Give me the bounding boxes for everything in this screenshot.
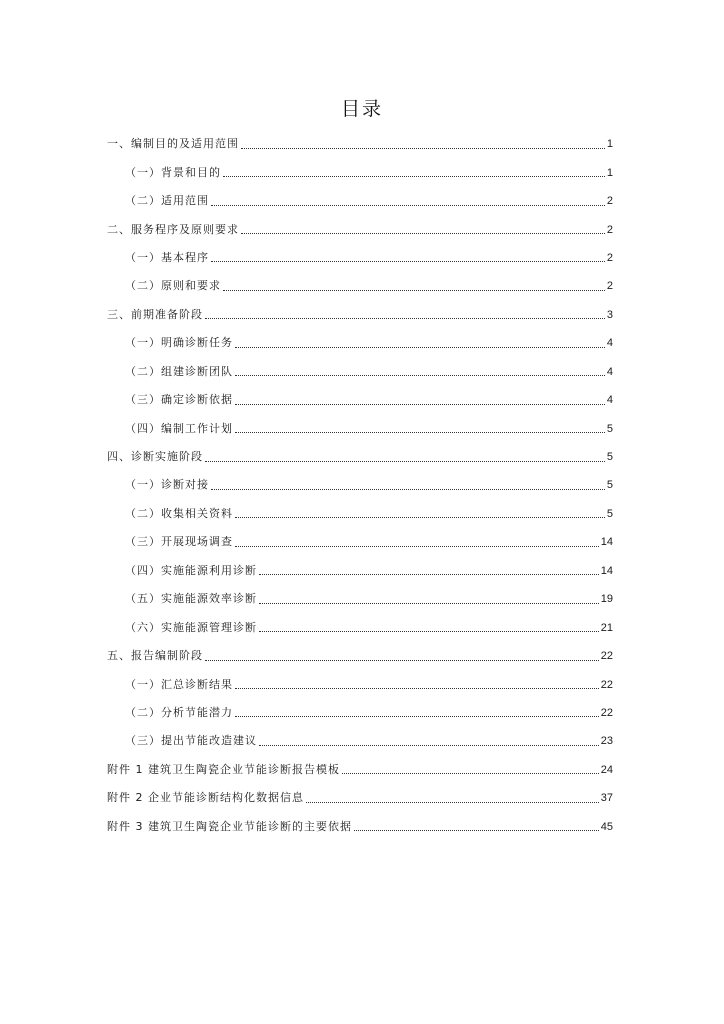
toc-entry-label: 二、服务程序及原则要求 [107, 222, 239, 236]
toc-entry-page-number: 5 [606, 479, 613, 492]
toc-entry-subsection[interactable] [0, 244, 724, 272]
toc-entry-page-number: 2 [606, 195, 613, 208]
toc-entry-label: （二）适用范围 [125, 194, 209, 208]
toc-entry-label: 附件 2 企业节能诊断结构化数据信息 [107, 791, 304, 805]
toc-dot-leader [235, 706, 599, 717]
toc-dot-leader [354, 820, 599, 831]
toc-entry-page-number: 14 [600, 536, 613, 549]
toc-entry-page-number: 37 [600, 792, 613, 805]
toc-dot-leader [205, 451, 605, 462]
toc-entry-label: （四）编制工作计划 [125, 421, 233, 435]
toc-dot-leader [259, 621, 599, 632]
toc-dot-leader [259, 593, 599, 604]
toc-entry-label: 四、诊断实施阶段 [107, 450, 203, 464]
toc-entry-label: 附件 1 建筑卫生陶瓷企业节能诊断报告模板 [107, 762, 340, 776]
toc-entry-section[interactable] [0, 130, 724, 158]
toc-entry-page-number: 1 [606, 138, 613, 151]
toc-entry-subsection[interactable] [0, 272, 724, 300]
toc-entry-label: 五、报告编制阶段 [107, 649, 203, 663]
toc-entry-label: （二）分析节能潜力 [125, 705, 233, 719]
toc-dot-leader [259, 735, 599, 746]
toc-entry-page-number: 2 [606, 223, 613, 236]
toc-entry-page-number: 1 [606, 166, 613, 179]
toc-dot-leader [223, 166, 605, 177]
toc-entry-page-number: 4 [606, 337, 613, 350]
toc-dot-leader [235, 536, 599, 547]
toc-entry-subsection[interactable] [0, 528, 724, 556]
toc-dot-leader [235, 507, 605, 518]
toc-entry-label: （二）原则和要求 [125, 279, 221, 293]
toc-entry-subsection[interactable] [0, 613, 724, 641]
toc-dot-leader [211, 479, 605, 490]
toc-dot-leader [223, 280, 605, 291]
toc-entry-page-number: 5 [606, 507, 613, 520]
toc-dot-leader [235, 365, 605, 376]
toc-entry-page-number: 2 [606, 280, 613, 293]
toc-entry-subsection[interactable] [0, 187, 724, 215]
toc-entry-label: （一）基本程序 [125, 250, 209, 264]
toc-dot-leader [241, 138, 605, 149]
toc-entry-page-number: 19 [600, 593, 613, 606]
toc-dot-leader [235, 394, 605, 405]
toc-entry-subsection[interactable] [0, 471, 724, 499]
toc-entry-label: 一、编制目的及适用范围 [107, 137, 239, 151]
toc-dot-leader [241, 223, 605, 234]
toc-entry-label: （三）确定诊断依据 [125, 393, 233, 407]
toc-entry-subsection[interactable] [0, 358, 724, 386]
toc-entry-page-number: 4 [606, 365, 613, 378]
toc-entry-page-number: 5 [606, 422, 613, 435]
toc-entry-subsection[interactable] [0, 386, 724, 414]
toc-entry-subsection[interactable] [0, 414, 724, 442]
toc-dot-leader [306, 792, 599, 803]
toc-entry-page-number: 5 [606, 451, 613, 464]
toc-entry-label: （三）提出节能改造建议 [125, 734, 257, 748]
toc-entry-label: （一）汇总诊断结果 [125, 677, 233, 691]
toc-entry-page-number: 14 [600, 564, 613, 577]
toc-dot-leader [235, 678, 599, 689]
toc-entry-appendix[interactable] [0, 784, 724, 812]
toc-dot-leader [259, 564, 599, 575]
toc-entry-appendix[interactable] [0, 756, 724, 784]
toc-entry-page-number: 24 [600, 763, 613, 776]
toc-entry-page-number: 3 [606, 308, 613, 321]
toc-entry-subsection[interactable] [0, 329, 724, 357]
toc-entry-page-number: 21 [600, 621, 613, 634]
toc-entry-section[interactable] [0, 215, 724, 243]
toc-entry-label: （二）收集相关资料 [125, 506, 233, 520]
toc-dot-leader [235, 337, 605, 348]
toc-entry-subsection[interactable] [0, 727, 724, 755]
toc-entry-section[interactable] [0, 443, 724, 471]
toc-dot-leader [211, 195, 605, 206]
toc-entry-label: （一）明确诊断任务 [125, 336, 233, 350]
toc-entry-label: 三、前期准备阶段 [107, 307, 203, 321]
toc-entry-section[interactable] [0, 301, 724, 329]
toc-title: 目录 [340, 98, 383, 120]
toc-dot-leader [342, 763, 599, 774]
toc-entry-label: （四）实施能源利用诊断 [125, 563, 257, 577]
toc-entry-label: （一）背景和目的 [125, 165, 221, 179]
toc-entry-page-number: 2 [606, 251, 613, 264]
toc-entry-page-number: 22 [600, 678, 613, 691]
toc-entry-subsection[interactable] [0, 557, 724, 585]
toc-entry-label: 附件 3 建筑卫生陶瓷企业节能诊断的主要依据 [107, 819, 352, 833]
toc-entry-subsection[interactable] [0, 158, 724, 186]
toc-entry-page-number: 23 [600, 735, 613, 748]
toc-entry-label: （一）诊断对接 [125, 478, 209, 492]
toc-entry-label: （二）组建诊断团队 [125, 364, 233, 378]
toc-entry-section[interactable] [0, 642, 724, 670]
toc-entry-subsection[interactable] [0, 670, 724, 698]
toc-entry-page-number: 22 [600, 706, 613, 719]
toc-entry-subsection[interactable] [0, 585, 724, 613]
table-of-contents [0, 130, 724, 841]
toc-dot-leader [205, 308, 605, 319]
toc-entry-label: （三）开展现场调查 [125, 535, 233, 549]
toc-entry-label: （五）实施能源效率诊断 [125, 592, 257, 606]
toc-entry-label: （六）实施能源管理诊断 [125, 620, 257, 634]
toc-entry-subsection[interactable] [0, 500, 724, 528]
toc-dot-leader [211, 251, 605, 262]
toc-entry-appendix[interactable] [0, 813, 724, 841]
toc-entry-page-number: 22 [600, 650, 613, 663]
toc-entry-subsection[interactable] [0, 699, 724, 727]
toc-dot-leader [235, 422, 605, 433]
toc-dot-leader [205, 650, 599, 661]
toc-entry-page-number: 4 [606, 394, 613, 407]
toc-entry-page-number: 45 [600, 820, 613, 833]
